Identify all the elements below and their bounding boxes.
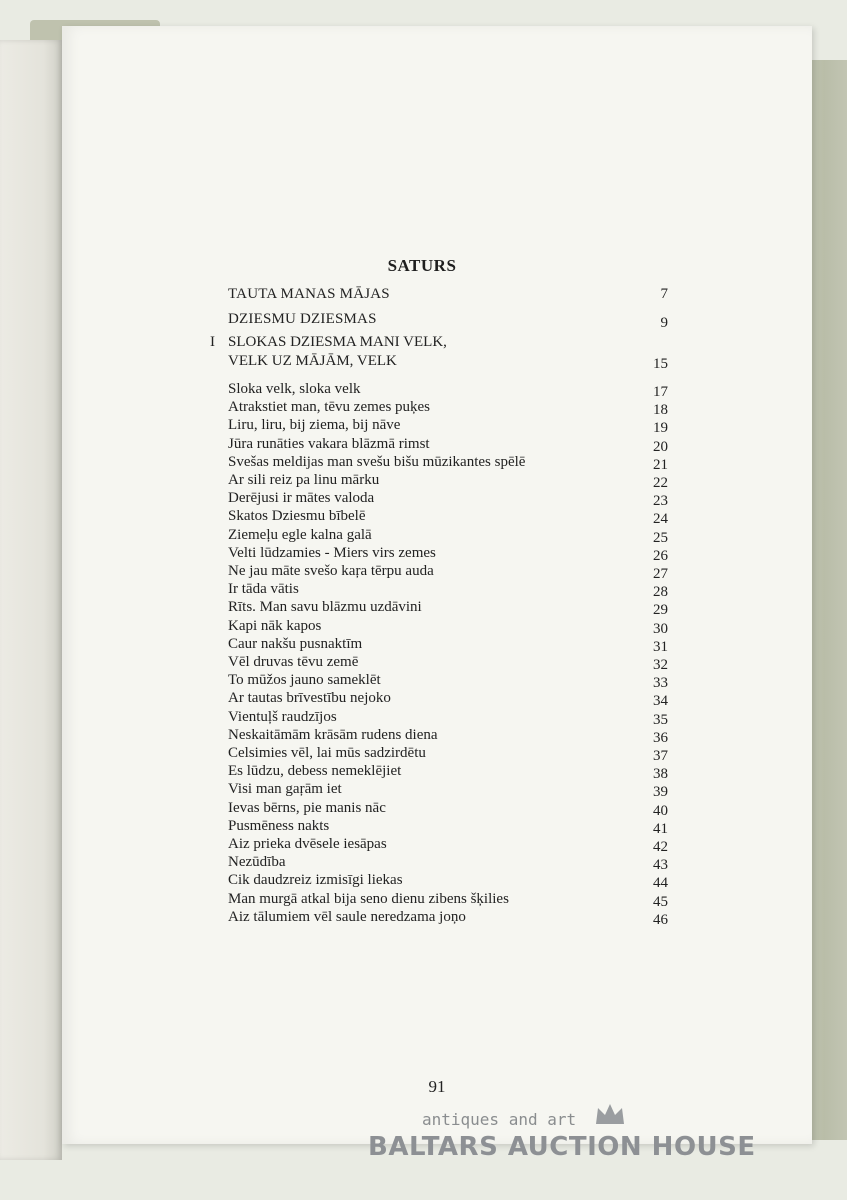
toc-entry-title: Ievas bērns, pie manis nāc (228, 799, 386, 816)
toc-entry (228, 689, 668, 709)
toc-entry (228, 471, 668, 491)
toc-entry (228, 435, 668, 455)
toc-entry-page: 35 (653, 711, 668, 728)
toc-entry (228, 871, 668, 891)
toc-entry (228, 598, 668, 618)
left-page-edge (0, 40, 62, 1160)
toc-entry-title: Skatos Dziesmu bībelē (228, 508, 366, 525)
toc-entry-page: 17 (653, 384, 668, 400)
toc-entry (228, 835, 668, 855)
toc-entry (228, 708, 668, 728)
toc-entry-title: Sloka velk, sloka velk (228, 381, 361, 397)
toc-entry-page: 29 (653, 602, 668, 619)
toc-entry-page: 26 (653, 547, 668, 564)
toc-entry (228, 453, 668, 473)
toc-entry-page: 45 (653, 893, 668, 910)
toc-entry (228, 416, 668, 436)
toc-entry-title: Ir tāda vātis (228, 581, 299, 598)
toc-entry-title: Jūra runāties vakara blāzmā rimst (228, 435, 430, 452)
toc-entry (228, 544, 668, 564)
toc-entry-page: 20 (653, 438, 668, 455)
toc-entry-title: Ar tautas brīvestību nejoko (228, 690, 391, 707)
watermark-name: BALTARS AUCTION HOUSE (368, 1132, 756, 1162)
toc-entry (228, 799, 668, 819)
toc-entry-title: Derējusi ir mātes valoda (228, 490, 375, 507)
toc-entry-page: 28 (653, 584, 668, 601)
toc-entry-title: Man murgā atkal bija seno dienu zibens šķilies (228, 890, 509, 907)
toc-entry-page: 33 (653, 675, 668, 692)
toc-entry-page: 41 (653, 820, 668, 837)
toc-entry (228, 617, 668, 637)
toc-entry-page: 43 (653, 857, 668, 874)
toc-entry-page: 25 (653, 529, 668, 546)
toc-entry-page: 21 (653, 456, 668, 473)
toc-entry (228, 380, 668, 400)
toc-entry-page: 19 (653, 420, 668, 437)
toc-entry (228, 526, 668, 546)
toc-entry (228, 744, 668, 764)
toc-entry (228, 762, 668, 782)
toc-entry (228, 671, 668, 691)
toc-entry (228, 562, 668, 582)
toc-intro-entry (228, 310, 668, 330)
toc-entry-title: Ne jau māte svešo kaŗa tērpu auda (228, 563, 434, 579)
toc-entry-title: To mūžos jauno sameklēt (228, 672, 381, 689)
toc-entry-title: Ar sili reiz pa linu mārku (228, 472, 380, 488)
toc-entry-title: Cik daudzreiz izmisīgi liekas (228, 872, 403, 889)
toc-entry-title: Atrakstiet man, tēvu zemes puķes (228, 399, 431, 416)
toc-entry-page: 42 (653, 839, 668, 855)
toc-entry-page: 40 (653, 802, 668, 819)
toc-entry-page: 34 (653, 693, 668, 710)
toc-entry-page: 37 (653, 748, 668, 764)
toc-entry-title: Vēl druvas tēvu zemē (228, 654, 359, 670)
toc-entry (228, 653, 668, 673)
toc-entry-title: Ziemeļu egle kalna galā (228, 526, 372, 543)
toc-entry (228, 780, 668, 800)
toc-entry-title: Aiz tālumiem vēl saule neredzama joņo (228, 908, 466, 925)
toc-entry (228, 398, 668, 418)
toc-intro-entry (228, 285, 668, 305)
toc-entry (228, 817, 668, 837)
toc-entry-title: Visi man gaŗām iet (228, 781, 342, 798)
toc-entry-title: Rīts. Man savu blāzmu uzdāvini (228, 599, 422, 616)
toc-entry-title: Nezūdība (228, 854, 286, 871)
toc-entry-page: 23 (653, 493, 668, 510)
toc-entry-title: Neskaitāmām krāsām rudens diena (228, 726, 438, 743)
watermark-tagline: antiques and art (422, 1110, 577, 1129)
toc-entry-page: 27 (653, 566, 668, 582)
toc-entry-title: Svešas meldijas man svešu bišu mūzikantes spēlē (228, 453, 526, 470)
toc-entry-page: 39 (653, 784, 668, 801)
section-title-line2: VELK UZ MĀJĀM, VELK (228, 353, 397, 369)
toc-entry-page: 9 (660, 315, 668, 331)
page-number: 91 (428, 1077, 446, 1096)
toc-entry-page: 22 (653, 475, 668, 491)
page-title: SATURS (387, 256, 457, 275)
toc-entry-title: Aiz prieka dvēsele iesāpas (228, 836, 387, 852)
toc-entry-page: 32 (653, 657, 668, 673)
toc-entry (228, 908, 668, 928)
toc-entry (228, 726, 668, 746)
section-title-line1: SLOKAS DZIESMA MANI VELK, (228, 334, 447, 350)
toc-entry-page: 24 (653, 511, 668, 528)
toc-entry-page: 36 (653, 729, 668, 746)
toc-entry (228, 853, 668, 873)
toc-entry-page: 38 (653, 766, 668, 783)
toc-entry-title: Caur nakšu pusnaktīm (228, 635, 363, 652)
toc-entry-title: Velti lūdzamies - Miers virs zemes (228, 544, 436, 561)
toc-entry-title: Celsimies vēl, lai mūs sadzirdētu (228, 745, 426, 761)
toc-entry-page: 7 (660, 286, 668, 302)
toc-entry (228, 507, 668, 527)
toc-entry-title: Vientuļš raudzījos (228, 708, 337, 725)
toc-entry (228, 635, 668, 655)
toc-entry-title: Es lūdzu, debess nemeklējiet (228, 763, 402, 780)
toc-entry-title: Kapi nāk kapos (228, 617, 322, 634)
toc-entry (228, 489, 668, 509)
crown-icon (594, 1102, 626, 1126)
toc-entry-page: 30 (653, 620, 668, 637)
toc-entry-title: Pusmēness nakts (228, 817, 330, 834)
toc-entry-title: Liru, liru, bij ziema, bij nāve (228, 417, 401, 434)
toc-entry (228, 890, 668, 910)
toc-entry-page: 46 (653, 911, 668, 928)
toc-entry (228, 580, 668, 600)
toc-entry-page: 31 (653, 638, 668, 655)
toc-entry-title: DZIESMU DZIESMAS (228, 311, 377, 327)
toc-entry-page: 44 (653, 875, 668, 892)
section-page: 15 (653, 356, 668, 372)
section-number: I (210, 334, 215, 350)
toc-entry-page: 18 (653, 402, 668, 419)
toc-entry-title: TAUTA MANAS MĀJAS (228, 286, 390, 302)
